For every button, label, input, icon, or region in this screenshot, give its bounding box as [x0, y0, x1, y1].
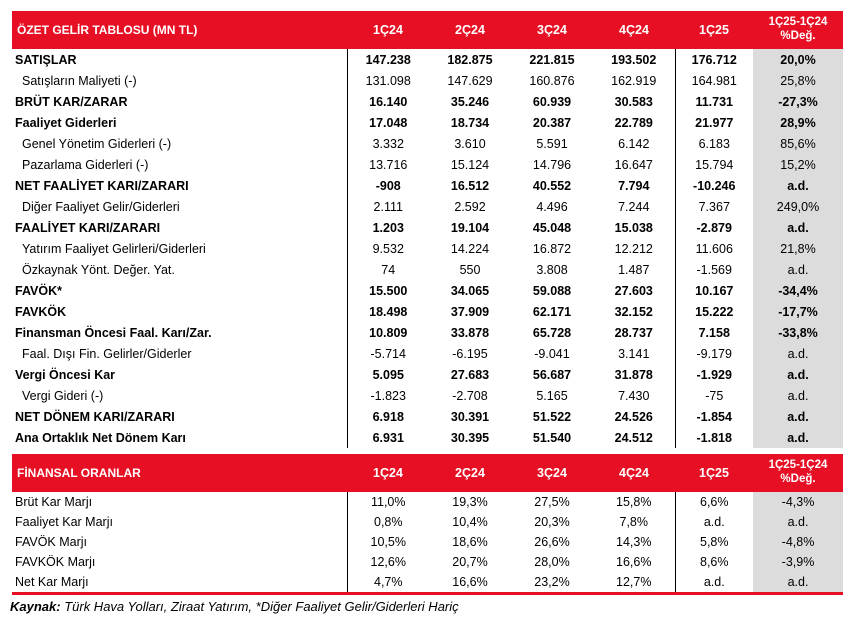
table-row: [12, 532, 843, 552]
ratios-table-body: [12, 492, 843, 592]
column-header-2c24: 2Ç24: [429, 454, 511, 492]
row-value: 16.647: [593, 154, 675, 175]
row-value: 17.048: [369, 115, 408, 130]
row-value: -908: [375, 178, 401, 193]
column-header-3c24: 3Ç24: [511, 454, 593, 492]
row-label: SATIŞLAR: [12, 49, 347, 70]
row-value: 22.789: [593, 112, 675, 133]
row-label: Diğer Faaliyet Gelir/Giderleri: [12, 196, 347, 217]
table-row: [12, 217, 843, 238]
table-row: [12, 492, 843, 512]
row-change-value: a.d.: [753, 385, 843, 406]
table-row: [12, 364, 843, 385]
row-label: FAALİYET KARI/ZARARI: [12, 217, 347, 238]
row-value: 6.931: [372, 430, 404, 445]
row-value: 1.487: [593, 259, 675, 280]
row-value: 34.065: [450, 283, 490, 298]
row-value: 11,0%: [370, 495, 406, 509]
income-table-body: [12, 49, 843, 448]
income-statement-table: [12, 11, 844, 448]
row-value: 18.498: [369, 304, 408, 319]
row-change-value: a.d.: [753, 512, 843, 532]
table-row: [12, 133, 843, 154]
row-value: a.d.: [703, 515, 725, 529]
row-value: 7.244: [593, 196, 675, 217]
row-value: 1.203: [372, 220, 404, 235]
column-header-change: [753, 454, 843, 492]
row-label: Satışların Maliyeti (-): [12, 70, 347, 91]
row-value: 15.794: [695, 157, 734, 172]
column-header-1c25: 1Ç25: [675, 11, 753, 49]
row-value: 32.152: [593, 301, 675, 322]
row-value: 12,6%: [370, 555, 406, 569]
table-row: [12, 70, 843, 91]
row-label: Vergi Öncesi Kar: [12, 364, 347, 385]
table-row: [12, 175, 843, 196]
change-header-line2: %Değ.: [780, 473, 816, 485]
row-value: 21.977: [695, 115, 734, 130]
row-value: 7.794: [593, 175, 675, 196]
ratios-table-title: FİNANSAL ORANLAR: [12, 454, 347, 492]
row-value: 11.606: [695, 241, 733, 256]
row-change-value: -3,9%: [753, 552, 843, 572]
row-value: 27.683: [450, 367, 490, 382]
column-header-4c24: 4Ç24: [593, 11, 675, 49]
bottom-rule: [12, 592, 843, 595]
row-value: 15.500: [369, 283, 408, 298]
row-value: 18,6%: [452, 535, 488, 549]
row-value: 3.610: [454, 136, 486, 151]
column-header-2c24: 2Ç24: [429, 11, 511, 49]
table-row: [12, 280, 843, 301]
row-label: Faaliyet Giderleri: [12, 112, 347, 133]
row-value: -1.929: [696, 367, 732, 382]
row-value: 6.142: [593, 133, 675, 154]
row-value: 16,6%: [452, 575, 488, 589]
row-value: 14,3%: [593, 532, 675, 552]
row-change-value: -17,7%: [753, 301, 843, 322]
row-value: 18.734: [450, 115, 490, 130]
row-value: a.d.: [703, 575, 725, 589]
row-value: 16.512: [450, 178, 490, 193]
row-change-value: 25,8%: [753, 70, 843, 91]
row-value: 4.496: [536, 199, 568, 214]
source-label: Kaynak:: [10, 599, 61, 614]
row-label: Özkaynak Yönt. Değer. Yat.: [12, 259, 347, 280]
row-label: Ana Ortaklık Net Dönem Karı: [12, 427, 347, 448]
row-value: 30.395: [450, 430, 490, 445]
row-value: 5.591: [536, 136, 568, 151]
row-value: 45.048: [532, 220, 572, 235]
row-value: 2.111: [373, 199, 403, 214]
row-value: -1.569: [696, 262, 732, 277]
row-change-value: -33,8%: [753, 322, 843, 343]
row-value: 28,0%: [534, 555, 570, 569]
row-value: 10.809: [369, 325, 408, 340]
row-change-value: 85,6%: [753, 133, 843, 154]
column-header-1c25: 1Ç25: [675, 454, 753, 492]
row-change-value: 28,9%: [753, 112, 843, 133]
row-value: 7.430: [593, 385, 675, 406]
row-label: Brüt Kar Marjı: [12, 492, 347, 512]
row-change-value: a.d.: [753, 406, 843, 427]
row-value: 20,3%: [534, 515, 570, 529]
column-header-4c24: 4Ç24: [593, 454, 675, 492]
row-label: Vergi Gideri (-): [12, 385, 347, 406]
row-value: 10,5%: [370, 535, 406, 549]
table-row: [12, 301, 843, 322]
row-change-value: a.d.: [753, 343, 843, 364]
row-value: 9.532: [372, 241, 404, 256]
row-change-value: a.d.: [753, 427, 843, 448]
row-value: 193.502: [593, 49, 675, 70]
change-header-line1: 1Ç25-1Ç24: [768, 459, 828, 472]
row-value: 13.716: [369, 157, 408, 172]
row-value: 20,7%: [452, 555, 488, 569]
row-label: Net Kar Marjı: [12, 572, 347, 592]
row-change-value: a.d.: [753, 364, 843, 385]
row-value: 19.104: [450, 220, 490, 235]
row-value: 6.918: [372, 409, 404, 424]
row-label: FAVKÖK Marjı: [12, 552, 347, 572]
source-note: [10, 599, 855, 614]
change-header-line1: 1Ç25-1Ç24: [768, 16, 828, 29]
source-text: Türk Hava Yolları, Ziraat Yatırım, *Diğer Faaliyet Gelir/Giderleri Hariç: [60, 599, 459, 614]
row-value: 15.222: [695, 304, 734, 319]
row-value: 6.183: [698, 136, 730, 151]
row-value: 182.875: [447, 52, 493, 67]
row-value: 12.212: [593, 238, 675, 259]
table-row: [12, 427, 843, 448]
row-value: 28.737: [593, 322, 675, 343]
row-value: 37.909: [450, 304, 490, 319]
row-value: 160.876: [529, 73, 575, 88]
table-row: [12, 552, 843, 572]
row-value: 10,4%: [452, 515, 488, 529]
row-label: Yatırım Faaliyet Gelirleri/Giderleri: [12, 238, 347, 259]
row-value: 27.603: [593, 280, 675, 301]
table-row: [12, 238, 843, 259]
row-value: 15.038: [593, 217, 675, 238]
row-value: 8,6%: [700, 555, 729, 569]
row-label: Pazarlama Giderleri (-): [12, 154, 347, 175]
row-value: -9.041: [534, 346, 570, 361]
row-value: 16.872: [532, 241, 572, 256]
row-value: -1.818: [696, 430, 732, 445]
row-value: 14.796: [532, 157, 572, 172]
income-table-title: ÖZET GELİR TABLOSU (MN TL): [12, 11, 347, 49]
row-value: 2.592: [454, 199, 486, 214]
row-value: 5.165: [536, 388, 568, 403]
table-row: [12, 406, 843, 427]
row-value: 27,5%: [534, 495, 570, 509]
row-value: 33.878: [450, 325, 490, 340]
row-value: 59.088: [532, 283, 572, 298]
column-header-3c24: 3Ç24: [511, 11, 593, 49]
row-value: 31.878: [593, 364, 675, 385]
change-header-line2: %Değ.: [780, 30, 816, 42]
row-value: 4,7%: [374, 575, 403, 589]
row-value: -1.854: [696, 409, 732, 424]
row-value: 16.140: [369, 94, 408, 109]
row-change-value: 21,8%: [753, 238, 843, 259]
row-label: FAVÖK*: [12, 280, 347, 301]
row-value: 176.712: [691, 52, 737, 67]
row-value: 3.141: [593, 343, 675, 364]
row-change-value: a.d.: [753, 259, 843, 280]
row-value: 30.583: [593, 91, 675, 112]
row-value: 16,6%: [593, 552, 675, 572]
income-table-header-row: [12, 11, 843, 49]
row-value: 20.387: [532, 115, 572, 130]
row-value: 147.629: [447, 73, 493, 88]
row-value: 5.095: [372, 367, 404, 382]
table-row: [12, 572, 843, 592]
row-value: 35.246: [450, 94, 490, 109]
row-change-value: -4,3%: [753, 492, 843, 512]
row-value: 164.981: [691, 73, 737, 88]
row-change-value: 15,2%: [753, 154, 843, 175]
table-row: [12, 512, 843, 532]
row-value: 24.526: [593, 406, 675, 427]
column-header-1c24: 1Ç24: [347, 11, 429, 49]
row-value: 51.522: [532, 409, 572, 424]
table-row: [12, 49, 843, 70]
row-value: 11.731: [695, 94, 734, 109]
row-label: Faaliyet Kar Marjı: [12, 512, 347, 532]
row-change-value: 249,0%: [753, 196, 843, 217]
row-value: 7,8%: [593, 512, 675, 532]
row-value: 23,2%: [534, 575, 570, 589]
row-value: 7.158: [698, 325, 730, 340]
row-value: 14.224: [450, 241, 490, 256]
row-value: 3.808: [536, 262, 568, 277]
row-change-value: -4,8%: [753, 532, 843, 552]
row-value: 7.367: [698, 199, 730, 214]
row-value: 0,8%: [374, 515, 403, 529]
table-row: [12, 343, 843, 364]
row-change-value: a.d.: [753, 175, 843, 196]
row-value: -9.179: [696, 346, 732, 361]
row-label: NET FAALİYET KARI/ZARARI: [12, 175, 347, 196]
row-value: -75: [705, 388, 724, 403]
row-value: 60.939: [532, 94, 572, 109]
financial-ratios-table: [12, 454, 844, 592]
row-change-value: -34,4%: [753, 280, 843, 301]
row-value: 221.815: [529, 52, 575, 67]
row-value: 74: [381, 262, 396, 277]
row-value: 131.098: [365, 73, 411, 88]
row-label: FAVKÖK: [12, 301, 347, 322]
row-value: 147.238: [365, 52, 411, 67]
row-change-value: a.d.: [753, 217, 843, 238]
row-value: -2.879: [696, 220, 732, 235]
row-value: 30.391: [450, 409, 490, 424]
row-value: 12,7%: [593, 572, 675, 592]
row-label: Faal. Dışı Fin. Gelirler/Giderler: [12, 343, 347, 364]
table-row: [12, 196, 843, 217]
table-row: [12, 322, 843, 343]
row-value: 5,8%: [700, 535, 729, 549]
row-value: 3.332: [372, 136, 404, 151]
table-row: [12, 154, 843, 175]
row-value: -10.246: [693, 178, 736, 193]
row-value: 15,8%: [593, 492, 675, 512]
row-value: 162.919: [593, 70, 675, 91]
ratios-table-header-row: [12, 454, 843, 492]
row-value: -5.714: [370, 346, 406, 361]
row-value: 6,6%: [700, 495, 729, 509]
table-row: [12, 112, 843, 133]
row-value: -2.708: [452, 388, 488, 403]
row-label: NET DÖNEM KARI/ZARARI: [12, 406, 347, 427]
table-row: [12, 91, 843, 112]
row-change-value: -27,3%: [753, 91, 843, 112]
row-value: 19,3%: [452, 495, 488, 509]
column-header-change: [753, 11, 843, 49]
row-value: 24.512: [593, 427, 675, 448]
row-change-value: a.d.: [753, 572, 843, 592]
row-value: -6.195: [452, 346, 488, 361]
row-value: 26,6%: [534, 535, 570, 549]
row-value: 51.540: [532, 430, 572, 445]
row-value: -1.823: [370, 388, 406, 403]
row-label: BRÜT KAR/ZARAR: [12, 91, 347, 112]
row-value: 10.167: [695, 283, 734, 298]
table-row: [12, 259, 843, 280]
row-value: 40.552: [532, 178, 572, 193]
row-label: Genel Yönetim Giderleri (-): [12, 133, 347, 154]
row-value: 15.124: [450, 157, 490, 172]
row-label: Finansman Öncesi Faal. Karı/Zar.: [12, 322, 347, 343]
row-change-value: 20,0%: [753, 49, 843, 70]
column-header-1c24: 1Ç24: [347, 454, 429, 492]
row-label: FAVÖK Marjı: [12, 532, 347, 552]
row-value: 65.728: [532, 325, 572, 340]
table-row: [12, 385, 843, 406]
row-value: 56.687: [532, 367, 572, 382]
row-value: 62.171: [532, 304, 572, 319]
row-value: 550: [459, 262, 481, 277]
